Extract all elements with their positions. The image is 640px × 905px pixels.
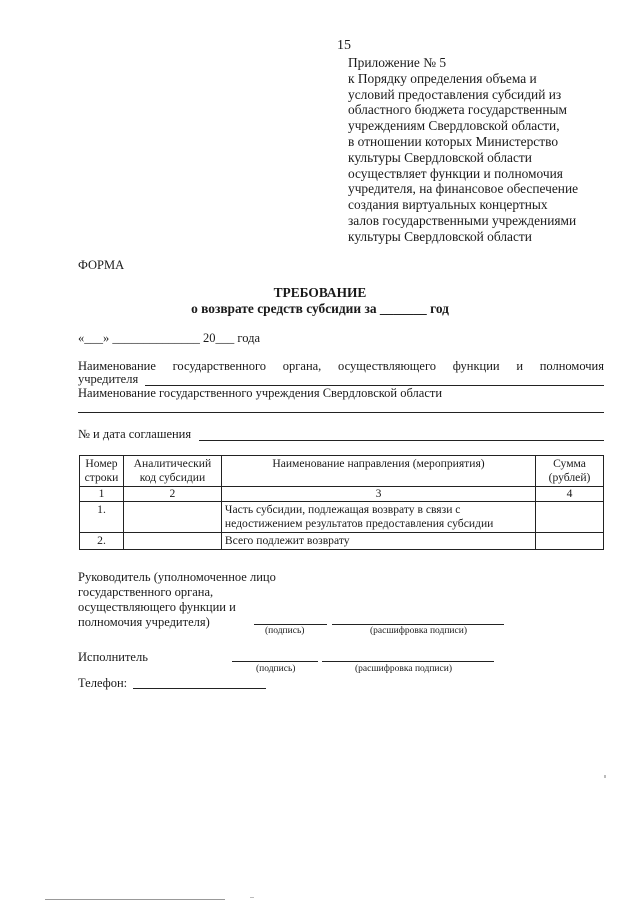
document-title: ТРЕБОВАНИЕ: [273, 285, 367, 300]
document-subtitle: о возврате средств субсидии за _______ год: [191, 301, 449, 316]
head-decoding-line: [332, 624, 504, 625]
appendix-line: условий предоставления субсидий из: [348, 86, 562, 102]
appendix-line: в отношении которых Министерство: [348, 133, 559, 149]
executor-label: Исполнитель: [78, 650, 148, 664]
appendix-line: к Порядку определения объема и: [348, 70, 537, 86]
head-signature-caption: (подпись): [265, 626, 305, 636]
column-number: 2: [123, 487, 221, 502]
table-header-row: [80, 456, 604, 487]
row-sum: [536, 533, 604, 550]
row-name: Часть субсидии, подлежащая возврату в связи с недостижением результатов предоставления субсидии: [221, 502, 535, 533]
scan-artifact: [604, 775, 606, 778]
head-decoding-caption: (расшифровка подписи): [370, 626, 467, 636]
appendix-line: учреждениям Свердловской области,: [348, 118, 560, 134]
head-signature-line: [254, 624, 327, 625]
table-row: [80, 533, 604, 550]
table-row: [80, 502, 604, 533]
phone-label: Телефон:: [78, 676, 128, 690]
column-number: 3: [221, 487, 535, 502]
row-sum: [536, 502, 604, 533]
scan-artifact: [250, 897, 254, 898]
executor-signature-line: [232, 661, 318, 662]
institution-label: Наименование государственного учреждения Свердловской области: [78, 386, 443, 400]
appendix-line: залов государственными учреждениями: [348, 212, 577, 228]
row-code: [123, 502, 221, 533]
column-number: 4: [536, 487, 604, 502]
executor-decoding-line: [322, 661, 494, 662]
appendix-line: культуры Свердловской области: [348, 149, 532, 165]
header-cell: Наименование направления (мероприятия): [221, 456, 535, 487]
requirement-table: [79, 455, 604, 550]
appendix-line: создания виртуальных концертных: [348, 197, 548, 213]
executor-decoding-caption: (расшифровка подписи): [355, 664, 452, 674]
appendix-line: областного бюджета государственным: [348, 102, 567, 118]
scan-artifact: [45, 899, 225, 900]
row-number: 1.: [80, 502, 124, 533]
column-number: 1: [80, 487, 124, 502]
appendix-line: учредителя, на финансовое обеспечение: [348, 181, 579, 197]
column-number-row: [80, 487, 604, 502]
page-number: 15: [337, 38, 351, 53]
appendix-line: осуществляет функции и полномочия: [348, 165, 563, 181]
header-cell: Аналитический код субсидии: [123, 456, 221, 487]
agreement-fill-line: [199, 440, 604, 441]
executor-signature-caption: (подпись): [256, 664, 296, 674]
appendix-header: [348, 55, 628, 245]
organ-label: Наименование государственного органа, осуществляющего функции и полномочия: [78, 359, 604, 373]
organ-label-cont: учредителя: [78, 372, 139, 386]
row-code: [123, 533, 221, 550]
appendix-line: культуры Свердловской области: [348, 228, 532, 244]
institution-fill-line: [78, 412, 604, 413]
form-label: ФОРМА: [78, 258, 125, 272]
agreement-label: № и дата соглашения: [78, 427, 192, 441]
appendix-line: Приложение № 5: [348, 55, 447, 70]
header-cell: Сумма (рублей): [536, 456, 604, 487]
phone-fill-line: [133, 688, 266, 689]
date-line: «___» ______________ 20___ года: [78, 331, 260, 345]
header-cell: Номер строки: [80, 456, 124, 487]
head-signature-label: Руководитель (уполномоченное лицо государственного органа, осуществляющего функции и полномочия учредителя): [78, 570, 276, 629]
row-number: 2.: [80, 533, 124, 550]
row-name: Всего подлежит возврату: [221, 533, 535, 550]
